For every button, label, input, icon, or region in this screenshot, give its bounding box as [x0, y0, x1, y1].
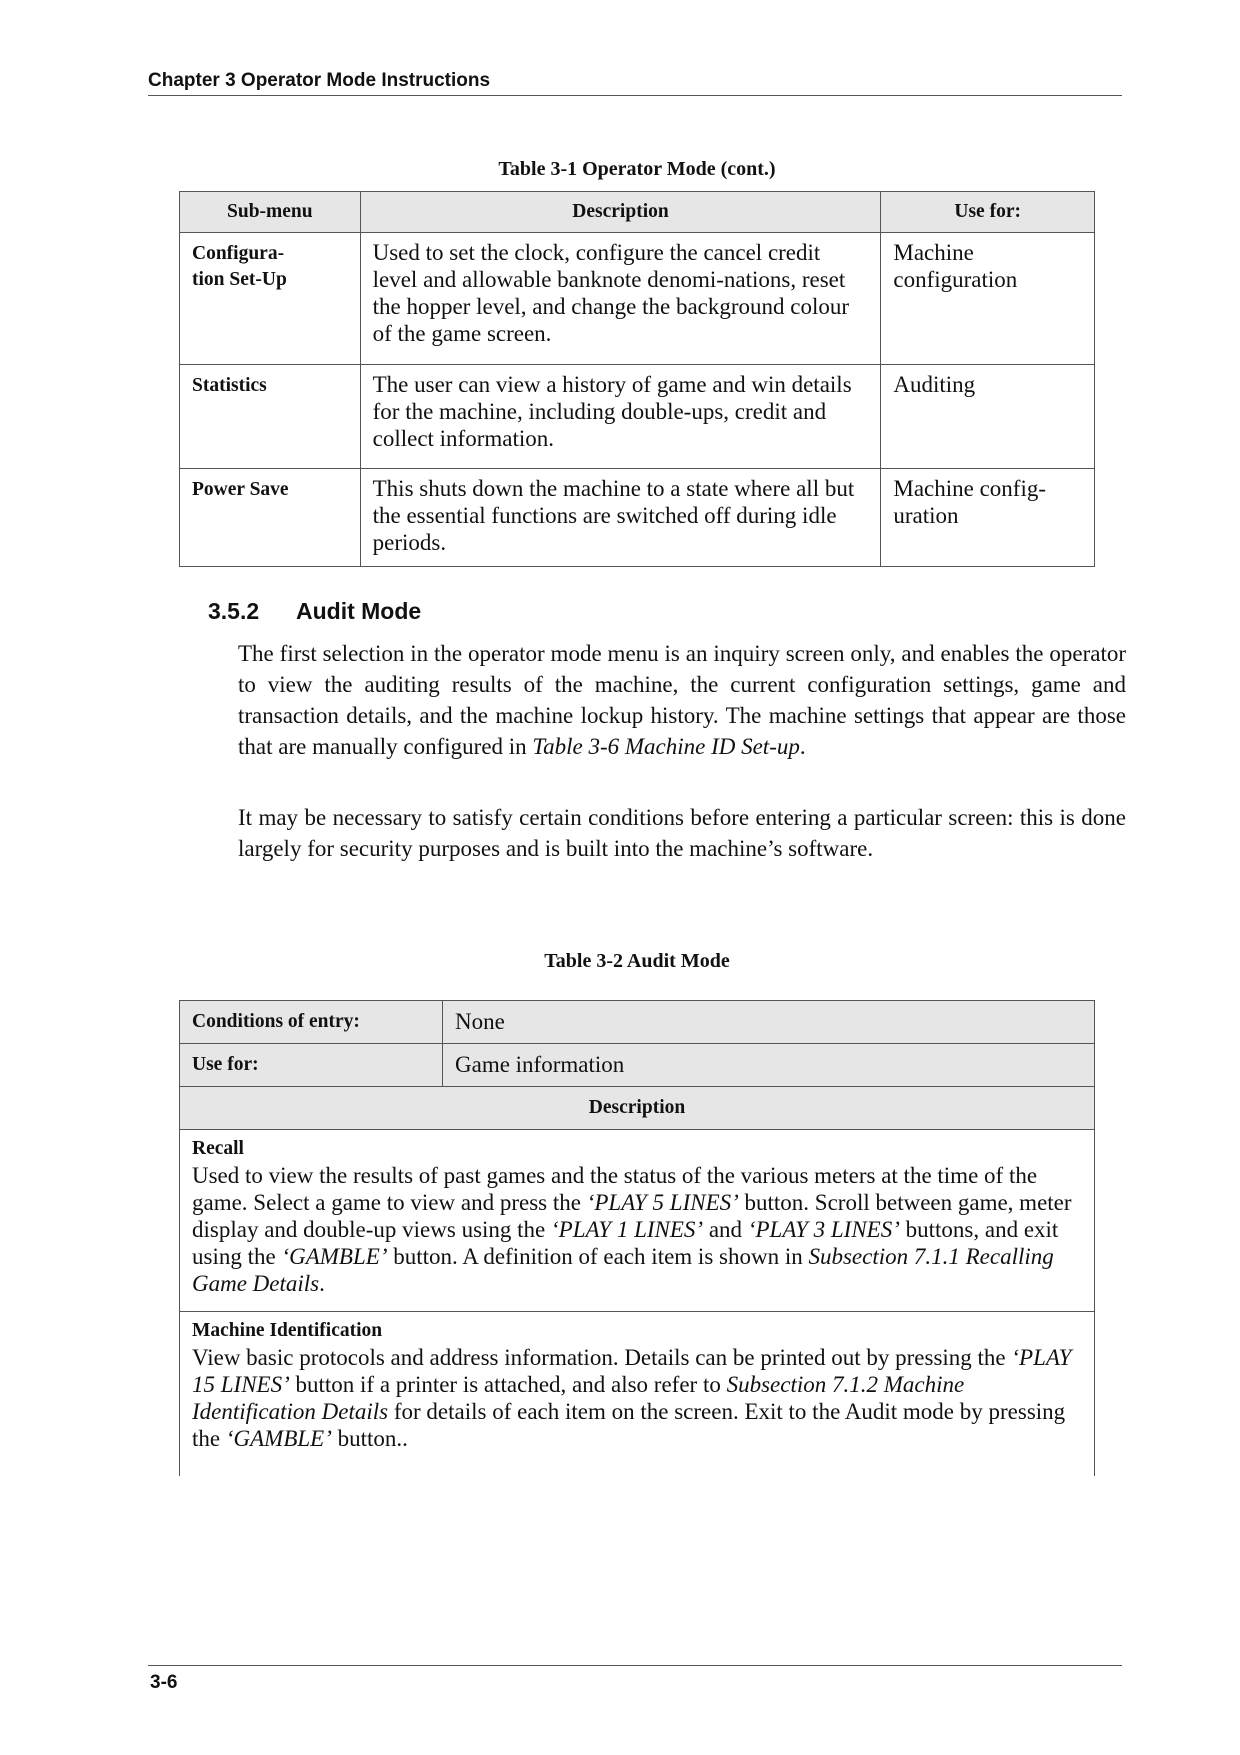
item-text: and [703, 1217, 748, 1242]
cross-reference: Subsection 7.1.1 Recalling Game Details [192, 1244, 1054, 1296]
description-cell: This shuts down the machine to a state where all but the essential functions are switched off during idle periods. [360, 469, 881, 567]
use-for-cell: Machine configuration [881, 233, 1095, 365]
table-row [180, 365, 1095, 469]
button-reference: ‘PLAY 5 LINES’ [586, 1190, 739, 1215]
item-text: button if a printer is attached, and also refer to [289, 1372, 727, 1397]
section-heading [208, 598, 421, 625]
section-number: 3.5.2 [208, 598, 260, 624]
button-reference: ‘GAMBLE’ [281, 1244, 388, 1269]
table2-caption: Table 3-2 Audit Mode [544, 950, 730, 972]
chapter-title: Chapter 3 Operator Mode Instructions [148, 70, 491, 91]
item-text: buttons, and exit using the [192, 1217, 1059, 1269]
item-title: Recall [192, 1138, 244, 1159]
submenu-cell: Statistics [180, 365, 361, 469]
footer-rule [148, 1665, 1122, 1666]
machine-identification-item [180, 1312, 1095, 1477]
item-title: Machine Identification [192, 1320, 383, 1341]
table-row [180, 233, 1095, 365]
item-text: button. A definition of each item is shown in [387, 1244, 809, 1269]
body-paragraph [238, 638, 1126, 762]
page-number: 3-6 [150, 1672, 178, 1693]
item-text: . [319, 1271, 325, 1296]
column-header-description: Description [360, 192, 881, 233]
operator-mode-table [179, 191, 1095, 567]
table-row [180, 1130, 1095, 1312]
conditions-value: None [443, 1001, 1095, 1044]
submenu-name: Configura- tion Set-Up [192, 243, 287, 290]
button-reference: ‘PLAY 1 LINES’ [551, 1217, 704, 1242]
body-paragraph: It may be necessary to satisfy certain conditions before entering a particular screen: this is done largely for security purposes and is built into the machine’s software. [238, 805, 1126, 861]
description-cell: The user can view a history of game and win details for the machine, including double-ups, credit and collect information. [360, 365, 881, 469]
item-text: Used to view the results of past games and the status of the various meters at the time of the game. Select a game to view and press the [192, 1163, 1038, 1215]
button-reference: ‘GAMBLE’ [225, 1426, 332, 1451]
item-text: View basic protocols and address information. Details can be printed out by pressing the [192, 1345, 1012, 1370]
audit-mode-table [179, 1000, 1095, 1476]
cross-reference: Table 3-6 Machine ID Set-up [532, 734, 800, 759]
column-header-use-for: Use for: [881, 192, 1095, 233]
use-for-value: Game information [443, 1044, 1095, 1087]
header-rule [148, 95, 1122, 96]
use-for-row [180, 1044, 1095, 1087]
table1-caption: Table 3-1 Operator Mode (cont.) [498, 158, 776, 180]
button-reference: ‘PLAY 3 LINES’ [747, 1217, 900, 1242]
submenu-cell [180, 233, 361, 365]
paragraph-text: The first selection in the operator mode menu is an inquiry screen only, and enables the operator to view the auditing results of the machine, the current configuration settings, game and transaction details, and the machine lockup history. The machine settings that appear are those that are manually configured in [238, 641, 1126, 759]
description-header-row [180, 1087, 1095, 1130]
conditions-row [180, 1001, 1095, 1044]
item-text: button.. [331, 1426, 408, 1451]
table-row [180, 469, 1095, 567]
section-title: Audit Mode [296, 598, 422, 624]
button-reference: ‘PLAY 15 LINES’ [192, 1345, 1072, 1397]
submenu-cell: Power Save [180, 469, 361, 567]
description-cell: Used to set the clock, configure the cancel credit level and allowable banknote denomi-nations, reset the hopper level, and change the background colour of the game screen. [360, 233, 881, 365]
table-header-row [180, 192, 1095, 233]
column-header-submenu: Sub-menu [180, 192, 361, 233]
recall-item [180, 1130, 1095, 1312]
description-header: Description [180, 1087, 1095, 1130]
cross-reference: Subsection 7.1.2 Machine Identification Details [192, 1372, 965, 1424]
conditions-label: Conditions of entry: [180, 1001, 443, 1044]
table-row [180, 1312, 1095, 1477]
use-for-label: Use for: [180, 1044, 443, 1087]
item-text: button. Scroll between game, meter display and double-up views using the [192, 1190, 1072, 1242]
item-text: for details of each item on the screen. Exit to the Audit mode by pressing the [192, 1399, 1066, 1451]
use-for-cell: Auditing [881, 365, 1095, 469]
paragraph-tail: . [799, 734, 806, 759]
use-for-cell: Machine config-uration [881, 469, 1095, 567]
running-header [148, 70, 1122, 92]
